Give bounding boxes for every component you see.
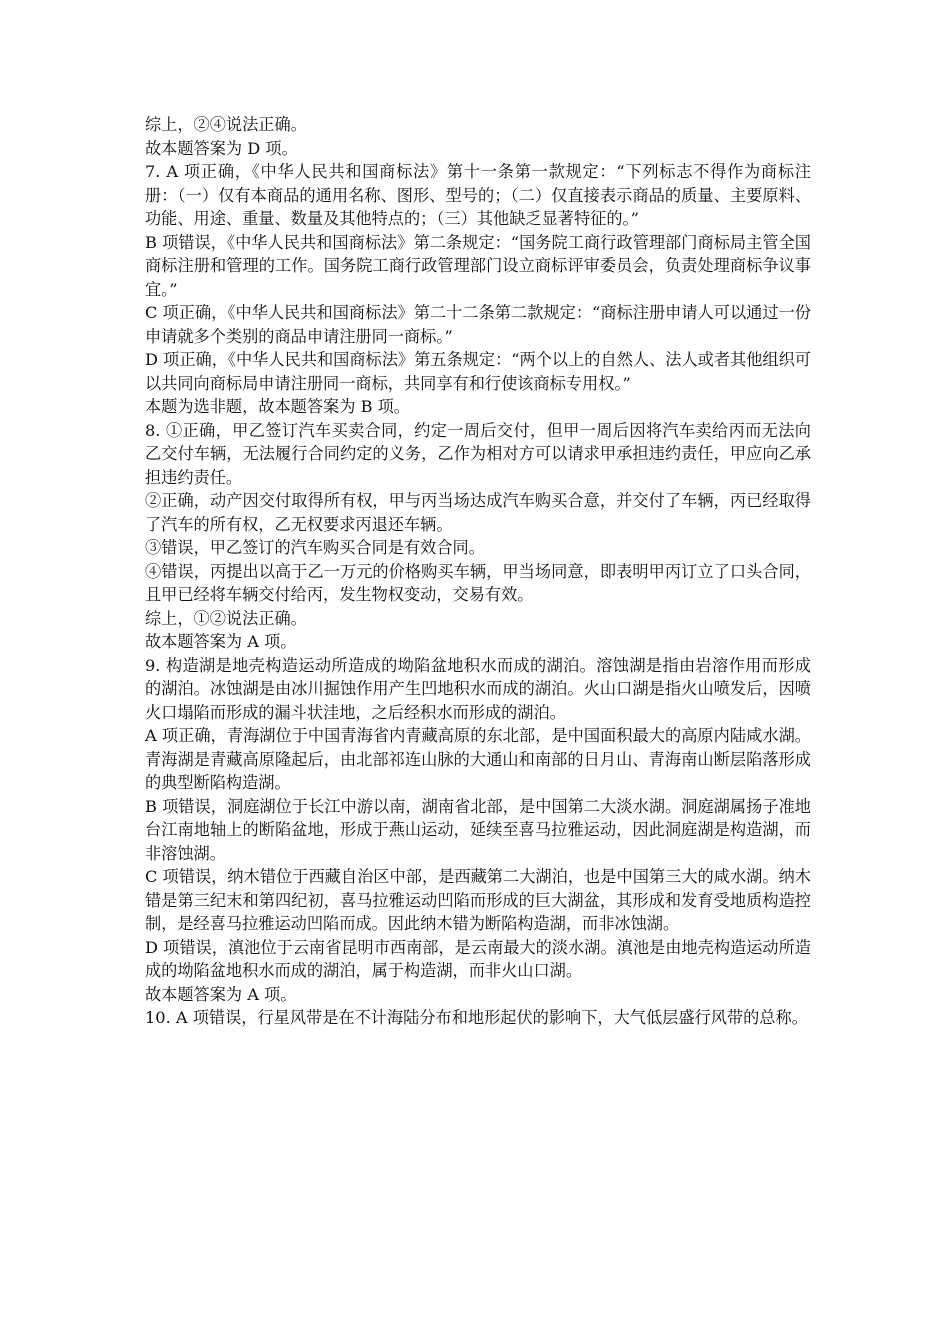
paragraph: D 项正确，《中华人民共和国商标法》第五条规定：“两个以上的自然人、法人或者其他组织可以共同向商标局申请注册同一商标，共同享有和行使该商标专用权。” [145, 350, 811, 393]
paragraph: 8. ①正确，甲乙签订汽车买卖合同，约定一周后交付，但甲一周后因将汽车卖给丙而无法向乙交付车辆，无法履行合同约定的义务，乙作为相对方可以请求甲承担违约责任，甲应向乙承担违约责任。 [145, 420, 811, 487]
paragraph: B 项错误，洞庭湖位于长江中游以南，湖南省北部，是中国第二大淡水湖。洞庭湖属扬子准地台江南地轴上的断陷盆地，形成于燕山运动，延续至喜马拉雅运动，因此洞庭湖是构造湖，而非溶蚀湖。 [145, 796, 811, 863]
paragraph: 故本题答案为 A 项。 [145, 984, 297, 1004]
document-body [145, 113, 811, 1030]
paragraph: B 项错误，《中华人民共和国商标法》第二条规定：“国务院工商行政管理部门商标局主管全国商标注册和管理的工作。国务院工商行政管理部门设立商标评审委员会，负责处理商标争议事宜。” [145, 232, 811, 299]
paragraph: 10. A 项错误，行星风带是在不计海陆分布和地形起伏的影响下，大气低层盛行风带的总称。 [145, 1008, 808, 1027]
paragraph: 故本题答案为 D 项。 [145, 138, 298, 158]
paragraph: ③错误，甲乙签订的汽车购买合同是有效合同。 [145, 538, 485, 557]
paragraph: 7. A 项正确，《中华人民共和国商标法》第十一条第一款规定：“下列标志不得作为商标注册：（一）仅有本商品的通用名称、图形、型号的；（二）仅直接表示商品的质量、主要原料、功能、用途、重量、数量及其他特点的；（三）其他缺乏显著特征的。” [145, 162, 811, 228]
paragraph: 综上，①②说法正确。 [145, 608, 307, 628]
paragraph: 9. 构造湖是地壳构造运动所造成的坳陷盆地积水而成的湖泊。溶蚀湖是指由岩溶作用而形成的湖泊。冰蚀湖是由冰川掘蚀作用产生凹地积水而成的湖泊。火山口湖是指火山喷发后，因喷火口塌陷而形成的漏斗状洼地，之后经积水而形成的湖泊。 [145, 655, 811, 722]
paragraph: C 项正确，《中华人民共和国商标法》第二十二条第二款规定：“商标注册申请人可以通过一份申请就多个类别的商品申请注册同一商标。” [145, 303, 811, 346]
paragraph: ②正确，动产因交付取得所有权，甲与丙当场达成汽车购买合意，并交付了车辆，丙已经取得了汽车的所有权，乙无权要求丙退还车辆。 [145, 491, 811, 534]
paragraph: 综上，②④说法正确。 [145, 115, 307, 134]
paragraph: D 项错误，滇池位于云南省昆明市西南部，是云南最大的淡水湖。滇池是由地壳构造运动所造成的坳陷盆地积水而成的湖泊，属于构造湖，而非火山口湖。 [145, 937, 811, 980]
paragraph: 本题为选非题，故本题答案为 B 项。 [145, 397, 410, 416]
paragraph: 故本题答案为 A 项。 [145, 632, 297, 651]
paragraph: C 项错误，纳木错位于西藏自治区中部，是西藏第二大湖泊，也是中国第三大的咸水湖。纳木错是第三纪末和第四纪初，喜马拉雅运动凹陷而形成的巨大湖盆，其形成和发育受地质构造控制，是经喜马拉雅运动凹陷而成。因此纳木错为断陷构造湖，而非冰蚀湖。 [145, 867, 811, 933]
paragraph: ④错误，丙提出以高于乙一万元的价格购买车辆，甲当场同意，即表明甲丙订立了口头合同，且甲已经将车辆交付给丙，发生物权变动，交易有效。 [145, 561, 811, 604]
paragraph: A 项正确，青海湖位于中国青海省内青藏高原的东北部，是中国面积最大的高原内陆咸水湖。青海湖是青藏高原隆起后，由北部祁连山脉的大通山和南部的日月山、青海南山断层陷落形成的典型断陷构造湖。 [145, 726, 811, 792]
